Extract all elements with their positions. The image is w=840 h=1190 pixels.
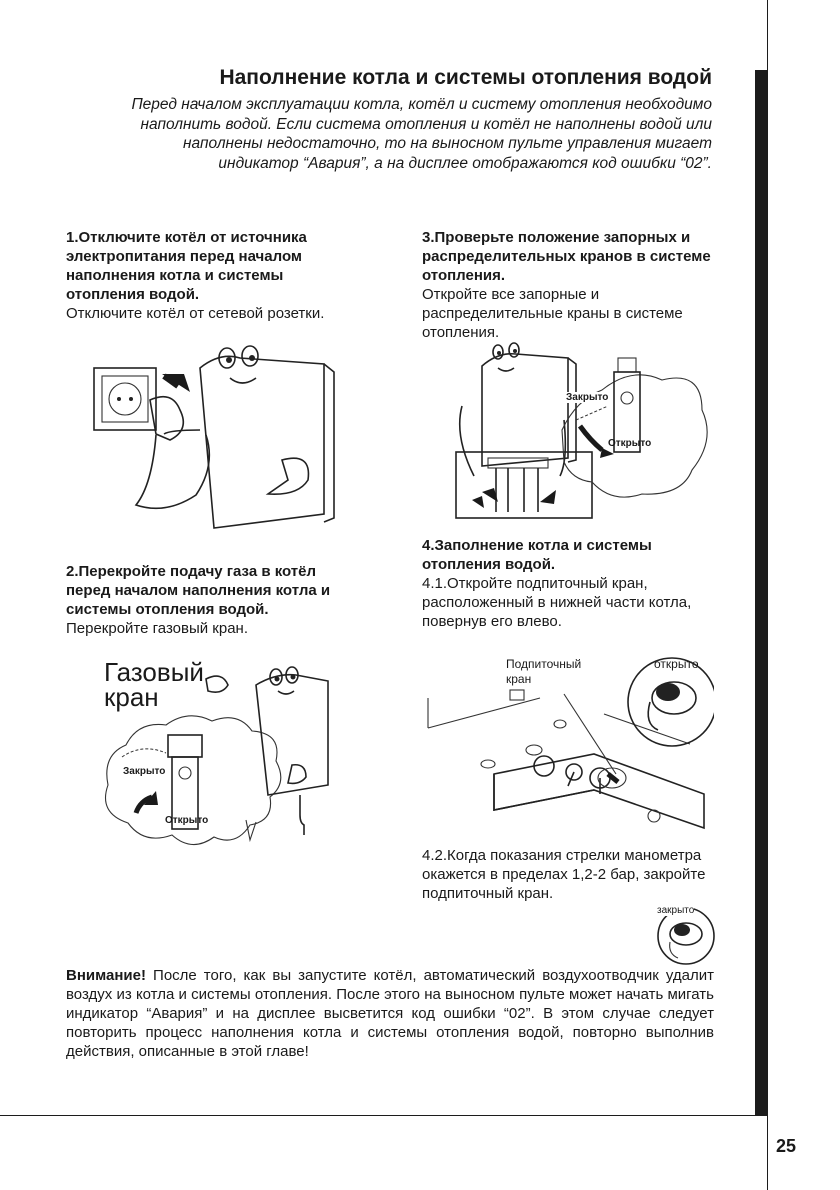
step4-block [422, 536, 714, 631]
step3-block [422, 228, 714, 342]
distribution-valves-illustration [452, 340, 712, 520]
footer-line [0, 1115, 768, 1116]
step3-text: Откройте все запорные и распределительные краны в системе отопления. [422, 286, 683, 341]
right-border-line [767, 0, 768, 1190]
step2-heading: 2.Перекройте подачу газа в котёл перед началом наполнения котла и системы отопления водой. [66, 563, 331, 618]
step2-text: Перекройте газовый кран. [66, 620, 249, 637]
gas-closed-label: Закрыто [123, 766, 166, 777]
makeup-valve-label: Подпиточный кран [506, 657, 582, 686]
page-title: Наполнение котла и системы отопления водой [219, 66, 712, 89]
warning-text: После того, как вы запустите котёл, автоматический воздухоотводчик удалит воздух из котла и системы отопления. После этого на выносном пульте может начать мигать индикатор “Авария” и на дисплее высветится код ошибки “02”. В этом случае следует повторить процесс наполнения котла и системы отопления водой, повторно выполнив действия, описанные в этой главе! [66, 967, 714, 1060]
step2-block [66, 562, 358, 638]
gas-valve-label: Газовый кран [104, 657, 204, 712]
makeup-open-label: открыто [654, 657, 699, 671]
step1-block [66, 228, 358, 323]
dist-closed-label: Закрыто [566, 392, 609, 403]
dist-open-label: Открыто [608, 438, 652, 449]
step4-heading: 4.Заполнение котла и системы отопления водой. [422, 537, 652, 573]
warning-label: Внимание! [66, 967, 146, 984]
step3-heading: 3.Проверьте положение запорных и распределительных кранов в системе отопления. [422, 229, 711, 284]
gas-open-label: Открыто [165, 815, 209, 826]
makeup-valve-illustration [424, 654, 714, 840]
step1-heading: 1.Отключите котёл от источника электропитания перед началом наполнения котла и системы отопления водой. [66, 229, 307, 303]
warning-paragraph [66, 966, 714, 1061]
gas-valve-illustration [96, 655, 341, 850]
step1-text: Отключите котёл от сетевой розетки. [66, 305, 325, 322]
page-number: 25 [776, 1136, 797, 1156]
step4-sub2: 4.2.Когда показания стрелки манометра окажется в пределах 1,2-2 бар, закройте подпиточный кран. [422, 847, 706, 902]
makeup-closed-label: закрыто [657, 905, 695, 916]
unplug-illustration [90, 340, 340, 535]
step4-sub1: 4.1.Откройте подпиточный кран, расположенный в нижней части котла, повернув его влево. [422, 575, 692, 630]
intro-paragraph: Перед началом эксплуатации котла, котёл и систему отопления необходимо наполнить водой. Если система отопления и котёл не наполнены водой или наполнены недостаточно, то на выносном пульте управления мигает индикатор “Авария”, а на дисплее отображаются код ошибки “02”. [131, 96, 712, 172]
